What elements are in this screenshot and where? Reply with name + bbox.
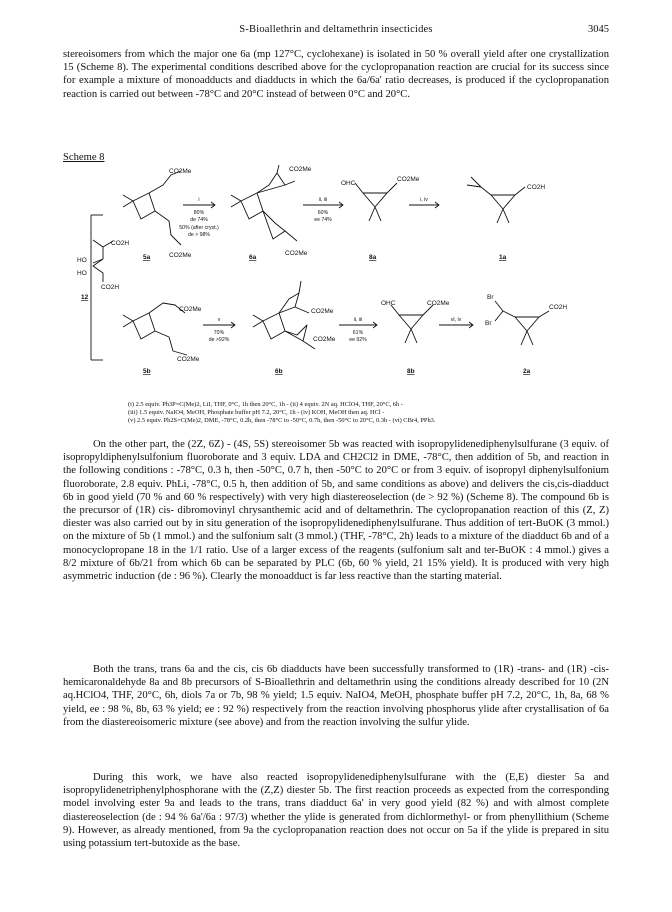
label-5b-co2me-top: CO2Me [179, 306, 202, 313]
compound-12: 12 [81, 294, 89, 301]
label-8b-co2me: CO2Me [427, 300, 450, 307]
label-1a-co2h: CO2H [527, 184, 546, 191]
scheme-footnote: (iii) 1.5 equiv. NaIO4, MeOH, Phosphate buffer pH 7.2, 20°C, 1h - (iv) KOH, MeOH then aq. HCl - [128, 409, 385, 416]
label-12-ho-bottom: HO [77, 270, 87, 277]
label-8b-ohc: OHC [381, 300, 396, 307]
arrow-a1-line: de 74% [190, 217, 208, 223]
label-5b-co2me-bottom: CO2Me [177, 356, 200, 363]
structure-6b [253, 281, 315, 349]
compound-6a: 6a [249, 254, 257, 261]
body-paragraph: On the other part, the (2Z, 6Z) - (4S, 5S) stereoisomer 5b was reacted with isopropylidenediphenylsulfurane (3 equiv. of isopropyldiphenylsulfonium fluoroborate and 3 equiv. LDA and CH2Cl2 in DME, -78°C, then addition of 5b, and reaction in the following conditions : -78°C, 0.3 h, then -50°C, 0.7 h, then -50°C to 20°C or from 3 equiv. of isopropyl diphenylsulfonium fluoroborate, 2.8 equiv. PhLi, -78°C, 0.5 h, then addition of 5b, and same conditions as above) and delivers the cis,cis-diadduct 6b in good yield (70 % and 60 % respectively) with very high diastereoselection (de > 92 %) (Scheme 8). The compound 6b is the precursor of (1R) cis- dibromovinyl chrysanthemic acid and of deltamethrin. The cyclopropanation reaction of this (Z, Z) diester was also carried out by in situ generation of the isopropylidenediphenylsulfurane. Thus addition of tert-BuOK (3 mmol.) on the mixture of 5b (1 mmol.) and the sulfonium salt (3 mmol.) (THF, -78°C, 2h) leads to a mixture of the diadduct 6b and of a monocyclopropane 18 in the 1/1 ratio. Use of a larger excess of the reagents (sulfonium salt and ter-BuOK : 4 mmol.) gives a 8/2 mixture of 6b/21 from which 6b can be separated by PLC (6b, 60 % yield, 21 15% yield). It is produced with very high asymmetric induction (de : 96 %). Clearly the monoadduct is far less reactive than the starting material. [63, 439, 609, 583]
arrow-a2-line: ee 74% [314, 217, 332, 223]
label-8a-ohc: OHC [341, 180, 356, 187]
scheme-footnote: (i) 2.5 equiv. Ph3P=C(Me)2, LiI, THF, 0°C, 1h then 20°C, 1h - (ii) 4 equiv. 2N aq. HClO4, THF, 20°C, 6h - [128, 401, 403, 408]
label-2a-co2h: CO2H [549, 304, 568, 311]
page-header [63, 24, 609, 38]
arrow-a2-line: 60% [317, 210, 329, 216]
compound-6b: 6b [275, 368, 283, 375]
label-8a-co2me: CO2Me [397, 176, 420, 183]
reaction-scheme [63, 165, 609, 440]
label-6b-co2me-top: CO2Me [311, 308, 334, 315]
intro-paragraph: stereoisomers from which the major one 6a (mp 127°C, cyclohexane) is isolated in 50 % overall yield after one crystallization 15 (Scheme 8). The experimental conditions described above for the cyclopropanation reaction are crucial for its success since for example a mixture of monoadducts and diadducts in which the 6a/6a' ratio decreases, is produced if the cyclopropanation reaction is carried out between -78°C and 20°C instead of between 0°C and 20°C. [63, 49, 609, 100]
label-12-co2h-bottom: CO2H [101, 284, 120, 291]
structure-5a [123, 171, 181, 245]
page-number: 3045 [588, 24, 609, 35]
arrow-a1-reagent: i [198, 197, 200, 203]
label-5a-co2me-top: CO2Me [169, 168, 192, 175]
label-12-co2h: CO2H [111, 240, 130, 247]
structure-1a [467, 177, 525, 223]
arrow-b2-line: 61% [352, 330, 364, 336]
label-6b-co2me-bottom: CO2Me [313, 336, 336, 343]
compound-8a: 8a [369, 254, 377, 261]
arrow-a2-reagent: ii, iii [318, 197, 328, 203]
compound-2a: 2a [523, 368, 531, 375]
structure-2a [495, 301, 549, 345]
arrow-a1-line: de > 98% [187, 232, 211, 238]
arrow-b1-reagent: v [217, 317, 221, 323]
arrow-a1-line: 50% (after cryst.) [179, 225, 219, 231]
scheme-footnote: (v) 2.5 equiv. Ph2S=C(Me)2, DME, -78°C, 0.2h, then -78°C to -50°C, 0.7h, then -50°C to 20°C, 0.3h - (vi) CBr4, PPh3. [128, 417, 436, 424]
label-6a-co2me-top: CO2Me [289, 166, 312, 173]
compound-1a: 1a [499, 254, 507, 261]
label-12-ho-top: HO [77, 257, 87, 264]
label-2a-br-bottom: Br [485, 320, 492, 327]
arrow-a1-line: 80% [193, 210, 205, 216]
label-6a-co2me-bottom: CO2Me [285, 250, 308, 257]
compound-8b: 8b [407, 368, 415, 375]
structure-8a [355, 183, 397, 221]
structure-12 [93, 240, 113, 282]
body-paragraph: During this work, we have also reacted isopropylidenediphenylsulfurane with the (E,E) diester 5a and isopropylidenetriphenylphosphorane with the (Z,Z) diester 5b. The first reaction proceeds as expected from the corresponding model involving ester 9a and leads to the trans, trans diadduct 6a' in very good yield (82 %) and with almost complete diastereoselection (de : 94 % 6a'/6a : 97/3) whether the ylide is generated from dichlormethyl- or from phenyllithium (Scheme 9). However, as already mentioned, from 9a the cyclopropanation reaction does not occur on 5a if the ylide is prepared in situ using potassium tert-butoxide as the base. [63, 772, 609, 850]
arrow-b1-line: de >92% [208, 337, 230, 343]
scheme-title: Scheme 8 [63, 152, 105, 163]
label-5a-co2me-bottom: CO2Me [169, 252, 192, 259]
arrow-b2-reagent: ii, iii [353, 317, 363, 323]
arrow-b3-reagent: vi, iv [450, 317, 462, 323]
running-title: S-Bioallethrin and deltamethrin insecticides [239, 24, 433, 35]
compound-5b: 5b [143, 368, 151, 375]
label-2a-br-top: Br [487, 294, 494, 301]
structure-6a [231, 165, 297, 241]
arrow-b1-line: 70% [213, 330, 225, 336]
arrow-b2-line: ee 92% [349, 337, 367, 343]
body-paragraph: Both the trans, trans 6a and the cis, cis 6b diadducts have been successfully transformed to (1R) -trans- and (1R) -cis- hemicaronaldehyde 8a and 8b precursors of S-Bioallethrin and deltamethrin using the conditions already described for 10 (2N aq.HClO4, THF, 20°C, 6h, diols 7a or 7b, 98 % yield; 1.5 equiv. NaIO4, MeOH, phosphate buffer pH 7.2, 20°C, 1h, 8a, 68 % yield, ee : 98 %, 8b, 63 % yield; ee : 92 %) respectively from the reaction involving phosphorus ylide after crystallisation of 6a from the diastereoisomeric mixture (see above) and from the reaction involving the sulfur ylide. [63, 664, 609, 728]
arrow-a3-reagent: i, iv [420, 197, 428, 203]
structure-5b [123, 303, 187, 355]
compound-5a: 5a [143, 254, 151, 261]
structure-8b [391, 305, 433, 343]
